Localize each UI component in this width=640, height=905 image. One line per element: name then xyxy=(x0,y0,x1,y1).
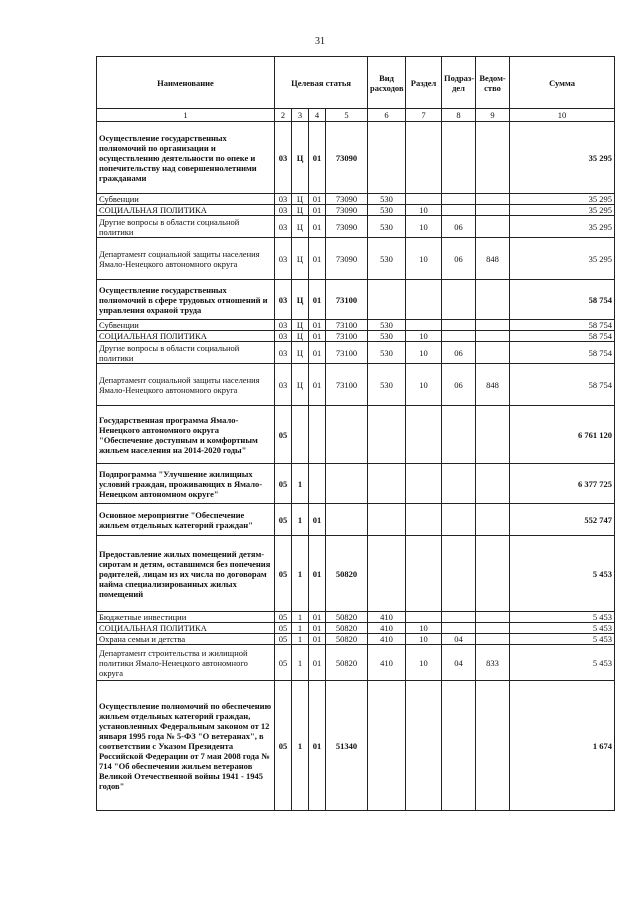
cell-expense-type: 530 xyxy=(368,194,406,205)
budget-table xyxy=(96,56,615,811)
cell-direction xyxy=(326,406,368,464)
cell-amount: 35 295 xyxy=(510,216,615,238)
cell-event: 01 xyxy=(309,364,326,406)
cell-section xyxy=(406,406,442,464)
cell-amount: 58 754 xyxy=(510,364,615,406)
cell-direction: 50820 xyxy=(326,536,368,612)
cell-subprogram: 1 xyxy=(292,681,309,811)
cell-subsection xyxy=(442,681,476,811)
cell-direction: 50820 xyxy=(326,634,368,645)
cell-expense-type: 530 xyxy=(368,320,406,331)
cell-department xyxy=(476,623,510,634)
header-vid: Вид расходов xyxy=(368,57,406,109)
cell-section: 10 xyxy=(406,634,442,645)
cell-subsection xyxy=(442,536,476,612)
cell-subsection xyxy=(442,331,476,342)
cell-amount: 5 453 xyxy=(510,612,615,623)
cell-amount: 552 747 xyxy=(510,504,615,536)
cell-section xyxy=(406,536,442,612)
cell-direction: 73090 xyxy=(326,122,368,194)
cell-subsection: 04 xyxy=(442,634,476,645)
table-row xyxy=(97,612,615,623)
cell-event: 01 xyxy=(309,238,326,280)
cell-event: 01 xyxy=(309,194,326,205)
cell-section xyxy=(406,681,442,811)
cell-direction xyxy=(326,464,368,504)
table-body xyxy=(97,122,615,811)
cell-amount: 6 761 120 xyxy=(510,406,615,464)
cell-event: 01 xyxy=(309,504,326,536)
cell-name: Другие вопросы в области социальной политики xyxy=(97,342,275,364)
cell-section: 10 xyxy=(406,238,442,280)
cell-direction: 73090 xyxy=(326,216,368,238)
table-row xyxy=(97,342,615,364)
cell-direction: 50820 xyxy=(326,645,368,681)
cell-department xyxy=(476,216,510,238)
column-number: 10 xyxy=(510,109,615,122)
cell-amount: 58 754 xyxy=(510,320,615,331)
header-podrazdel: Подраз-дел xyxy=(442,57,476,109)
cell-program: 03 xyxy=(275,205,292,216)
cell-department xyxy=(476,205,510,216)
cell-name: Охрана семьи и детства xyxy=(97,634,275,645)
cell-name: Подпрограмма "Улучшение жилищных условий граждан, проживающих в Ямало-Ненецком автономном округе" xyxy=(97,464,275,504)
cell-program: 03 xyxy=(275,280,292,320)
cell-expense-type: 530 xyxy=(368,331,406,342)
cell-expense-type: 410 xyxy=(368,612,406,623)
cell-program: 05 xyxy=(275,612,292,623)
cell-event: 01 xyxy=(309,342,326,364)
cell-event: 01 xyxy=(309,122,326,194)
cell-subsection: 06 xyxy=(442,216,476,238)
cell-subsection xyxy=(442,504,476,536)
cell-subprogram xyxy=(292,406,309,464)
cell-subsection xyxy=(442,122,476,194)
table-row xyxy=(97,504,615,536)
cell-name: Основное мероприятие "Обеспечение жильем отдельных категорий граждан" xyxy=(97,504,275,536)
cell-subprogram: 1 xyxy=(292,645,309,681)
cell-subprogram: 1 xyxy=(292,623,309,634)
cell-event: 01 xyxy=(309,216,326,238)
cell-subsection xyxy=(442,464,476,504)
table-row xyxy=(97,238,615,280)
cell-amount: 35 295 xyxy=(510,238,615,280)
cell-program: 05 xyxy=(275,623,292,634)
table-row xyxy=(97,623,615,634)
cell-amount: 35 295 xyxy=(510,122,615,194)
cell-expense-type: 410 xyxy=(368,623,406,634)
cell-amount: 6 377 725 xyxy=(510,464,615,504)
cell-subprogram: 1 xyxy=(292,612,309,623)
header-summa: Сумма xyxy=(510,57,615,109)
cell-section: 10 xyxy=(406,342,442,364)
cell-department xyxy=(476,536,510,612)
page-number: 31 xyxy=(315,36,325,47)
cell-direction: 73100 xyxy=(326,364,368,406)
cell-name: СОЦИАЛЬНАЯ ПОЛИТИКА xyxy=(97,205,275,216)
table-row xyxy=(97,320,615,331)
cell-department xyxy=(476,612,510,623)
cell-direction: 73100 xyxy=(326,320,368,331)
cell-section: 10 xyxy=(406,216,442,238)
cell-direction: 73100 xyxy=(326,342,368,364)
cell-direction: 73100 xyxy=(326,280,368,320)
table-row xyxy=(97,216,615,238)
cell-department: 848 xyxy=(476,238,510,280)
table-row xyxy=(97,331,615,342)
cell-section xyxy=(406,504,442,536)
cell-event: 01 xyxy=(309,645,326,681)
cell-event: 01 xyxy=(309,205,326,216)
cell-expense-type xyxy=(368,122,406,194)
cell-direction: 51340 xyxy=(326,681,368,811)
cell-subprogram: Ц xyxy=(292,122,309,194)
header-razdel: Раздел xyxy=(406,57,442,109)
table-row xyxy=(97,194,615,205)
cell-section: 10 xyxy=(406,623,442,634)
cell-expense-type: 530 xyxy=(368,216,406,238)
cell-program: 03 xyxy=(275,194,292,205)
table-row xyxy=(97,205,615,216)
cell-subprogram: Ц xyxy=(292,320,309,331)
cell-direction: 73090 xyxy=(326,205,368,216)
cell-name: Бюджетные инвестиции xyxy=(97,612,275,623)
cell-subprogram: Ц xyxy=(292,194,309,205)
cell-subsection xyxy=(442,280,476,320)
cell-name: Департамент социальной защиты населения Ямало-Ненецкого автономного округа xyxy=(97,238,275,280)
cell-name: СОЦИАЛЬНАЯ ПОЛИТИКА xyxy=(97,331,275,342)
cell-subprogram: Ц xyxy=(292,364,309,406)
cell-event: 01 xyxy=(309,320,326,331)
cell-direction xyxy=(326,504,368,536)
cell-department xyxy=(476,320,510,331)
cell-subsection: 06 xyxy=(442,342,476,364)
cell-name: Осуществление государственных полномочий по организации и осуществлению деятельности по опеке и попечительству над совершеннолетними гражданами xyxy=(97,122,275,194)
cell-name: Предоставление жилых помещений детям-сиротам и детям, оставшимся без попечения родителей, лицам из их числа по договорам найма специализированных жилых помещений xyxy=(97,536,275,612)
table-row xyxy=(97,280,615,320)
column-number: 3 xyxy=(292,109,309,122)
cell-event xyxy=(309,464,326,504)
cell-expense-type: 410 xyxy=(368,634,406,645)
cell-program: 03 xyxy=(275,364,292,406)
cell-subprogram: 1 xyxy=(292,504,309,536)
cell-expense-type: 530 xyxy=(368,342,406,364)
cell-subprogram: Ц xyxy=(292,238,309,280)
table-row xyxy=(97,536,615,612)
cell-subsection xyxy=(442,205,476,216)
table-row xyxy=(97,645,615,681)
cell-program: 03 xyxy=(275,331,292,342)
cell-program: 05 xyxy=(275,681,292,811)
cell-program: 05 xyxy=(275,536,292,612)
cell-expense-type xyxy=(368,536,406,612)
cell-department xyxy=(476,280,510,320)
table-row xyxy=(97,122,615,194)
cell-expense-type xyxy=(368,464,406,504)
cell-program: 05 xyxy=(275,645,292,681)
cell-section xyxy=(406,464,442,504)
cell-expense-type xyxy=(368,681,406,811)
column-number: 2 xyxy=(275,109,292,122)
cell-name: Государственная программа Ямало-Ненецкого автономного округа "Обеспечение доступным и комфортным жильем населения на 2014-2020 годы" xyxy=(97,406,275,464)
table-row xyxy=(97,406,615,464)
cell-program: 03 xyxy=(275,216,292,238)
cell-event: 01 xyxy=(309,280,326,320)
cell-amount: 5 453 xyxy=(510,536,615,612)
cell-subprogram: Ц xyxy=(292,205,309,216)
cell-amount: 5 453 xyxy=(510,623,615,634)
cell-department xyxy=(476,406,510,464)
cell-department xyxy=(476,194,510,205)
cell-section xyxy=(406,612,442,623)
cell-department: 833 xyxy=(476,645,510,681)
cell-name: Департамент социальной защиты населения Ямало-Ненецкого автономного округа xyxy=(97,364,275,406)
header-name: Наименование xyxy=(97,57,275,109)
cell-subprogram: 1 xyxy=(292,536,309,612)
cell-section xyxy=(406,320,442,331)
table-row xyxy=(97,464,615,504)
cell-section: 10 xyxy=(406,645,442,681)
cell-direction: 73090 xyxy=(326,238,368,280)
column-number-row xyxy=(97,109,615,122)
cell-department xyxy=(476,342,510,364)
column-number: 5 xyxy=(326,109,368,122)
cell-amount: 5 453 xyxy=(510,645,615,681)
cell-event: 01 xyxy=(309,623,326,634)
cell-expense-type xyxy=(368,280,406,320)
cell-name: Субвенции xyxy=(97,320,275,331)
cell-subsection xyxy=(442,406,476,464)
cell-expense-type: 530 xyxy=(368,238,406,280)
cell-name: Осуществление полномочий по обеспечению жильем отдельных категорий граждан, установленных Федеральным законом от 12 января 1995 года № 5-ФЗ "О ветеранах", в соответствии с Указом Президента Российской Федерации от 7 мая 2008 года № 714 "Об обеспечении жильем ветеранов Великой Отечественной войны 1941 - 1945 годов" xyxy=(97,681,275,811)
cell-department xyxy=(476,681,510,811)
cell-program: 05 xyxy=(275,504,292,536)
cell-direction: 50820 xyxy=(326,612,368,623)
table-row xyxy=(97,364,615,406)
cell-program: 03 xyxy=(275,320,292,331)
cell-section xyxy=(406,194,442,205)
cell-expense-type: 410 xyxy=(368,645,406,681)
cell-amount: 58 754 xyxy=(510,280,615,320)
cell-amount: 35 295 xyxy=(510,205,615,216)
cell-event: 01 xyxy=(309,331,326,342)
cell-department xyxy=(476,504,510,536)
table-row xyxy=(97,681,615,811)
cell-section: 10 xyxy=(406,331,442,342)
cell-event: 01 xyxy=(309,612,326,623)
cell-expense-type xyxy=(368,504,406,536)
cell-program: 05 xyxy=(275,406,292,464)
cell-subprogram: Ц xyxy=(292,280,309,320)
cell-department xyxy=(476,122,510,194)
cell-program: 03 xyxy=(275,342,292,364)
cell-name: Департамент строительства и жилищной политики Ямало-Ненецкого автономного округа xyxy=(97,645,275,681)
cell-amount: 58 754 xyxy=(510,342,615,364)
cell-section xyxy=(406,280,442,320)
cell-subprogram: 1 xyxy=(292,634,309,645)
cell-event: 01 xyxy=(309,536,326,612)
cell-amount: 1 674 xyxy=(510,681,615,811)
cell-event xyxy=(309,406,326,464)
cell-event: 01 xyxy=(309,634,326,645)
cell-program: 05 xyxy=(275,464,292,504)
cell-expense-type: 530 xyxy=(368,364,406,406)
cell-department xyxy=(476,464,510,504)
cell-subprogram: 1 xyxy=(292,464,309,504)
column-number: 8 xyxy=(442,109,476,122)
cell-direction: 73100 xyxy=(326,331,368,342)
cell-section: 10 xyxy=(406,364,442,406)
column-number: 4 xyxy=(309,109,326,122)
header-vedomstvo: Ведом-ство xyxy=(476,57,510,109)
cell-subsection xyxy=(442,623,476,634)
cell-subsection: 06 xyxy=(442,364,476,406)
cell-name: Другие вопросы в области социальной политики xyxy=(97,216,275,238)
header-row xyxy=(97,57,615,109)
cell-expense-type: 530 xyxy=(368,205,406,216)
cell-program: 05 xyxy=(275,634,292,645)
cell-direction: 73090 xyxy=(326,194,368,205)
cell-expense-type xyxy=(368,406,406,464)
table-row xyxy=(97,634,615,645)
column-number: 9 xyxy=(476,109,510,122)
cell-subsection xyxy=(442,194,476,205)
cell-amount: 58 754 xyxy=(510,331,615,342)
cell-direction: 50820 xyxy=(326,623,368,634)
cell-program: 03 xyxy=(275,122,292,194)
cell-subsection: 04 xyxy=(442,645,476,681)
cell-subsection xyxy=(442,320,476,331)
cell-subsection: 06 xyxy=(442,238,476,280)
cell-amount: 5 453 xyxy=(510,634,615,645)
cell-department: 848 xyxy=(476,364,510,406)
cell-subprogram: Ц xyxy=(292,331,309,342)
cell-department xyxy=(476,331,510,342)
header-target: Целевая статья xyxy=(275,57,368,109)
column-number: 7 xyxy=(406,109,442,122)
cell-section xyxy=(406,122,442,194)
cell-subsection xyxy=(442,612,476,623)
cell-program: 03 xyxy=(275,238,292,280)
cell-name: Осуществление государственных полномочий в сфере трудовых отношений и управления охраной труда xyxy=(97,280,275,320)
cell-amount: 35 295 xyxy=(510,194,615,205)
cell-section: 10 xyxy=(406,205,442,216)
column-number: 1 xyxy=(97,109,275,122)
column-number: 6 xyxy=(368,109,406,122)
cell-event: 01 xyxy=(309,681,326,811)
cell-subprogram: Ц xyxy=(292,216,309,238)
cell-name: Субвенции xyxy=(97,194,275,205)
cell-name: СОЦИАЛЬНАЯ ПОЛИТИКА xyxy=(97,623,275,634)
cell-department xyxy=(476,634,510,645)
cell-subprogram: Ц xyxy=(292,342,309,364)
